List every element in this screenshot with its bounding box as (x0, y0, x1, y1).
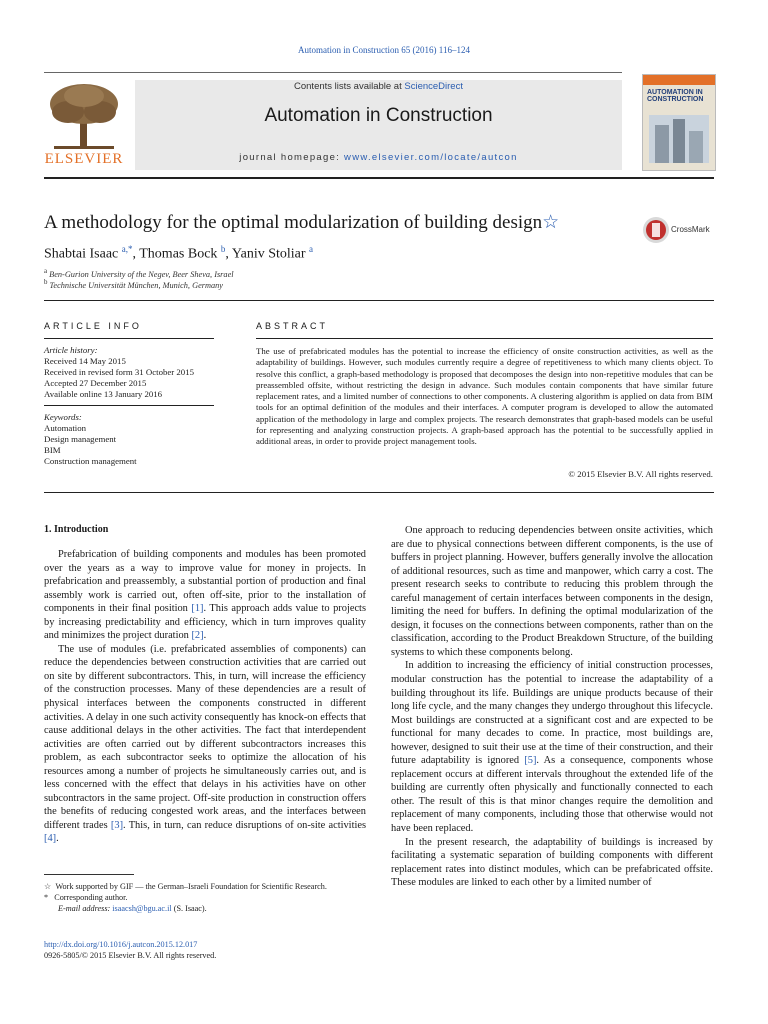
header-rule-top (44, 72, 622, 73)
author-sup[interactable]: a,* (121, 244, 133, 254)
article-info-label: ARTICLE INFO (44, 321, 142, 331)
email-link[interactable]: isaacsh@bgu.ac.il (112, 904, 172, 913)
footnote-email (58, 903, 207, 914)
paragraph (391, 836, 713, 890)
author-sup[interactable]: b (220, 244, 226, 254)
abstract-text: The use of prefabricated modules has the potential to increase the efficiency of onsite construction activities, as well as the adaptability of buildings. However, such modules currently require a degree of repetitiveness to which many clients object. To resolve this conflict, a graph-based methodology is proposed that decomposes the design into non-repetitive modules that can be preassembled offsite, without restricting the design in advance. Such modules contain components that have similar future replacement rates, and a limited number of connections to other components. A clustering algorithm is applied on data from BIM tools for an optimal definition of the modules and their interfaces. A computer program is developed to allow the automated application of the methodology in large and complex projects. The research demonstrates that graph-based models can be useful for representing and analyzing construction projects. A graph-based approach has the potential to be successfully applied in additional areas, in order to provide project management tools. (256, 346, 713, 447)
footnote-text: Corresponding author. (54, 893, 128, 902)
issn-line: 0926-5805/© 2015 Elsevier B.V. All rights reserved. (44, 951, 217, 960)
journal-citation-link[interactable]: Automation in Construction 65 (2016) 116–124 (298, 45, 470, 55)
history-item: Accepted 27 December 2015 (44, 378, 147, 388)
footnote-corresponding (44, 892, 127, 903)
cover-image (649, 115, 709, 163)
divider (44, 300, 714, 301)
footnote-rule (44, 874, 134, 875)
history-item: Received in revised form 31 October 2015 (44, 367, 194, 377)
divider (256, 338, 713, 339)
keywords-heading: Keywords: (44, 412, 82, 422)
paragraph-text: In addition to increasing the efficiency of initial construction processes, modular construction has the potential to increase the adaptability of a building throughout its life. Buildings are unique products because of their long life cycle, and the many changes they undergo throughout this lifecycle. Most buildings are constructed at a significant cost and are expected to be functional for many decades to come. In practice, most buildings are, however, designed to suit their use at the time of their construction, and their future adaptability is ignored (391, 660, 713, 767)
footnote-funding (44, 881, 327, 892)
keywords (44, 412, 214, 467)
divider (44, 405, 214, 406)
abstract-copyright: © 2015 Elsevier B.V. All rights reserved. (568, 469, 713, 479)
history-heading: Article history: (44, 345, 98, 355)
paragraph (44, 643, 366, 846)
paragraph-text: . This, in turn, can reduce disruptions of on-site activities (123, 819, 367, 831)
paragraph-text: . As a consequence, components whose replacement occurs at different intervals throughout the extended life of the building are currently often physically and functionally connected to each other. The result of this is that minor changes require the demolition and replacement of many components, including those that otherwise would not have been replaced. (391, 755, 713, 835)
cover-title: AUTOMATION IN CONSTRUCTION (647, 89, 704, 103)
paragraph-text: . This approach adds value to projects by increasing predictability and efficiency, which in turn improves quality and minimizes the project duration (44, 603, 366, 642)
header-rule-bottom (44, 177, 714, 179)
title-footnote-link[interactable]: ☆ (542, 212, 560, 233)
contents-prefix: Contents lists available at (294, 81, 405, 92)
footnote-text: Work supported by GIF — the German–Israeli Foundation for Scientific Research. (55, 882, 327, 891)
email-label: E-mail address: (58, 904, 111, 913)
paragraph-text: Prefabrication of building components and modules has been promoted over the years as a way to improve value for money in projects. In prefabrication and preassembly, a substantial portion of production and final assembly work is carried out, often off-site, prior to the installation of components in their final position (44, 549, 366, 615)
keyword-item: Design management (44, 434, 117, 444)
body-column-left (44, 548, 366, 846)
affiliation (44, 279, 223, 290)
paragraph (391, 659, 713, 835)
history-item: Available online 13 January 2016 (44, 389, 163, 399)
author-name[interactable]: Thomas Bock (139, 246, 218, 262)
email-suffix: (S. Isaac). (171, 904, 207, 913)
paragraph (44, 548, 366, 643)
journal-title: Automation in Construction (264, 105, 493, 126)
reference-link[interactable]: [2] (191, 630, 204, 642)
reference-link[interactable]: [1] (191, 603, 204, 615)
divider (44, 338, 214, 339)
author-name[interactable]: Shabtai Isaac (44, 246, 119, 262)
sciencedirect-link[interactable]: ScienceDirect (404, 81, 463, 92)
affiliation-sup: b (44, 279, 48, 286)
homepage-link[interactable]: www.elsevier.com/locate/autcon (344, 152, 518, 163)
journal-cover-thumbnail[interactable] (642, 74, 716, 171)
paragraph-text: . (203, 630, 207, 642)
paper-title (44, 211, 604, 234)
footnote-mark: ☆ (44, 882, 52, 891)
affiliation-sup: a (44, 268, 48, 275)
keyword-item: BIM (44, 445, 61, 455)
affiliation-text: Technische Universität München, Munich, Germany (49, 280, 223, 290)
reference-link[interactable]: [5] (524, 755, 537, 767)
paragraph-text: The use of modules (i.e. prefabricated assemblies of components) can reduce the dependencies between construction activities that are carried out on site by different subcontractors. This, in turn, will increase the efficiency of the construction processes. Many of these dependencies are a result of physical interfaces between the components constructed in different activities. A delay in one such activity consequently has knock-on effects that cause additional delays in the other activities. The fact that interdependent activities are often carried out by different subcontractors increases this problem, as each subcontractor seeks to optimize the allocation of his resources among a number of projects he simultaneously carries out, and is less concerned with the effect that delays in his activities have on other subcontractors in the same project. Off-site production in construction offers the benefits of reducing congested work areas, and the interfaces between different trades (44, 643, 366, 831)
section-title: 1. Introduction (44, 524, 109, 535)
reference-link[interactable]: [4] (44, 833, 57, 845)
paragraph-text: . (56, 833, 59, 845)
abstract-label: ABSTRACT (256, 321, 329, 331)
author-name[interactable]: Yaniv Stoliar (231, 246, 306, 262)
keyword-item: Construction management (44, 456, 137, 466)
author-list: Shabtai Isaac $^{a,*}$, Thomas Bock $^b$, Yaniv Stoliar $^a$ (44, 244, 314, 262)
affiliation (44, 268, 234, 279)
article-history (44, 345, 214, 400)
paragraph (391, 524, 713, 659)
author-sup[interactable]: a (309, 244, 314, 254)
publisher-name: ELSEVIER (44, 151, 124, 167)
divider (44, 492, 714, 493)
crossmark-label[interactable]: CrossMark (671, 225, 710, 234)
body-column-right (391, 524, 713, 890)
contents-line (135, 81, 622, 92)
paragraph-text: In the present research, the adaptability of buildings is increased by facilitating a systematic separation of building components with different replacement rates into distinct modules, which can be prefabricated offsite. These modules are linked to each other by a limited number of (391, 836, 713, 889)
footnote-mark: * (44, 893, 49, 902)
affiliation-text: Ben-Gurion University of the Negev, Beer Sheva, Israel (49, 269, 234, 279)
keyword-item: Automation (44, 423, 87, 433)
homepage-prefix: journal homepage: (239, 152, 345, 163)
paragraph-text: One approach to reducing dependencies between onsite activities, which are due to physical connections between different components, is the use of buffers in project planning. However, buffers generally involve the allocation of additional resources, such as time and manpower, which carry a cost. The present research seeks to contribute to reducing this problem through the careful management of certain interfaces between components in the design, limiting the need for buffers. In defining the optimal modularization of the design, it focuses on the connections between components, rather than on the classification, according to the Product Breakdown Structure, of the building systems to which these components belong. (391, 525, 713, 658)
reference-link[interactable]: [3] (110, 819, 124, 831)
cover-band (643, 75, 715, 85)
doi-link[interactable]: http://dx.doi.org/10.1016/j.autcon.2015.12.017 (44, 940, 198, 949)
paper-title-text: A methodology for the optimal modularization of building design (44, 212, 543, 233)
history-item: Received 14 May 2015 (44, 356, 126, 366)
journal-homepage (135, 152, 622, 163)
